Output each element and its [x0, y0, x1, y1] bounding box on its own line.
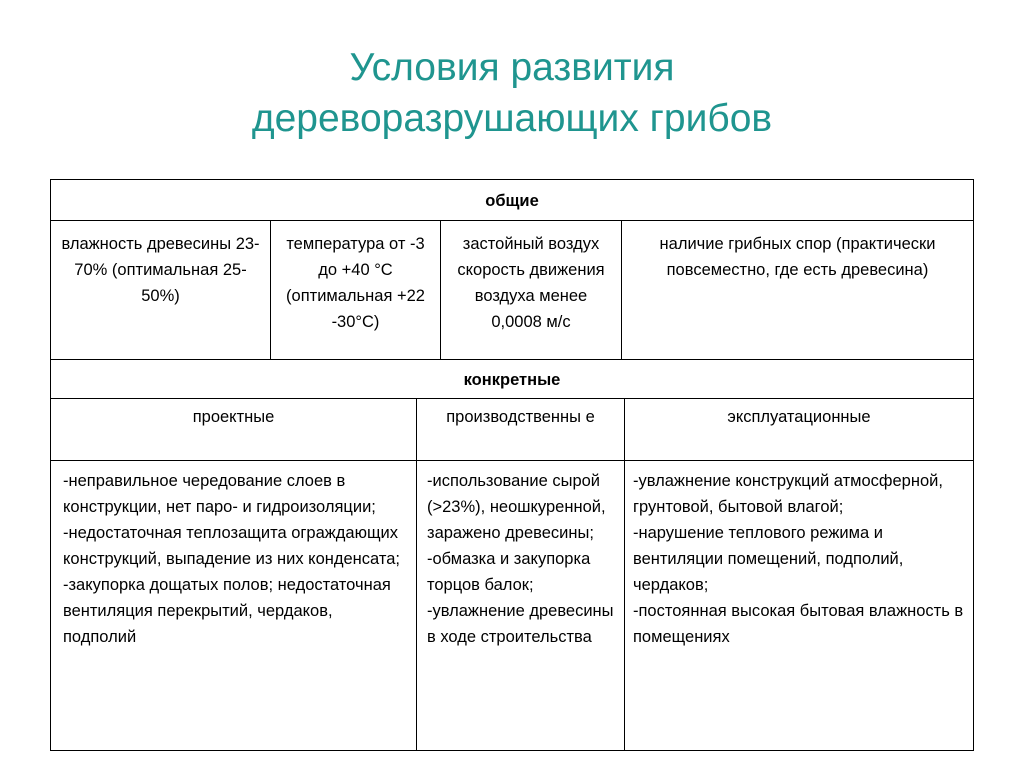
- category-project: проектные: [192, 408, 275, 426]
- project-item-1: -неправильное чередование слоев в конструкции, нет паро- и гидроизоляции;: [63, 472, 376, 516]
- general-humidity: влажность древесины 23-70% (оптимальная 25-50%): [61, 235, 260, 305]
- category-operation-cell: [624, 398, 974, 461]
- general-air: застойный воздух скорость движения воздуха менее 0,0008 м/с: [457, 235, 605, 331]
- production-items-cell: [416, 460, 625, 751]
- operation-items-cell: [624, 460, 974, 751]
- general-header: общие: [485, 192, 539, 210]
- general-air-cell: [440, 220, 622, 360]
- conditions-table: [50, 179, 974, 751]
- production-item-1: -использование сырой (>23%), неошкуренной, заражено древесины;: [427, 472, 606, 542]
- general-spores-cell: [621, 220, 974, 360]
- project-items-cell: [50, 460, 417, 751]
- general-humidity-cell: [50, 220, 271, 360]
- category-production-cell: [416, 398, 625, 461]
- operation-item-2: -нарушение теплового режима и вентиляции помещений, подполий, чердаков;: [633, 524, 904, 594]
- production-item-3: -увлажнение древесины в ходе строительства: [427, 602, 614, 646]
- category-project-cell: [50, 398, 417, 461]
- general-header-cell: [50, 179, 974, 221]
- specific-header-cell: [50, 359, 974, 399]
- category-production: производственны е: [446, 408, 595, 426]
- specific-header: конкретные: [463, 371, 561, 389]
- general-temperature-cell: [270, 220, 441, 360]
- category-operation: эксплуатационные: [727, 408, 871, 426]
- title-line-2: дереворазрушающих грибов: [251, 97, 773, 140]
- production-item-2: -обмазка и закупорка торцов балок;: [427, 550, 591, 594]
- general-temperature: температура от -3 до +40 °С (оптимальная +22 -30°С): [286, 235, 425, 331]
- operation-item-1: -увлажнение конструкций атмосферной, грунтовой, бытовой влагой;: [633, 472, 943, 516]
- title-line-1: Условия развития: [349, 46, 675, 89]
- general-spores: наличие грибных спор (практически повсеместно, где есть древесина): [659, 235, 936, 279]
- project-item-2: -недостаточная теплозащита ограждающих конструкций, выпадение из них конденсата;: [63, 524, 400, 568]
- slide-title: [0, 42, 1024, 144]
- project-item-3: -закупорка дощатых полов; недостаточная вентиляция перекрытий, чердаков, подполий: [63, 576, 391, 646]
- operation-item-3: -постоянная высокая бытовая влажность в помещениях: [633, 602, 964, 646]
